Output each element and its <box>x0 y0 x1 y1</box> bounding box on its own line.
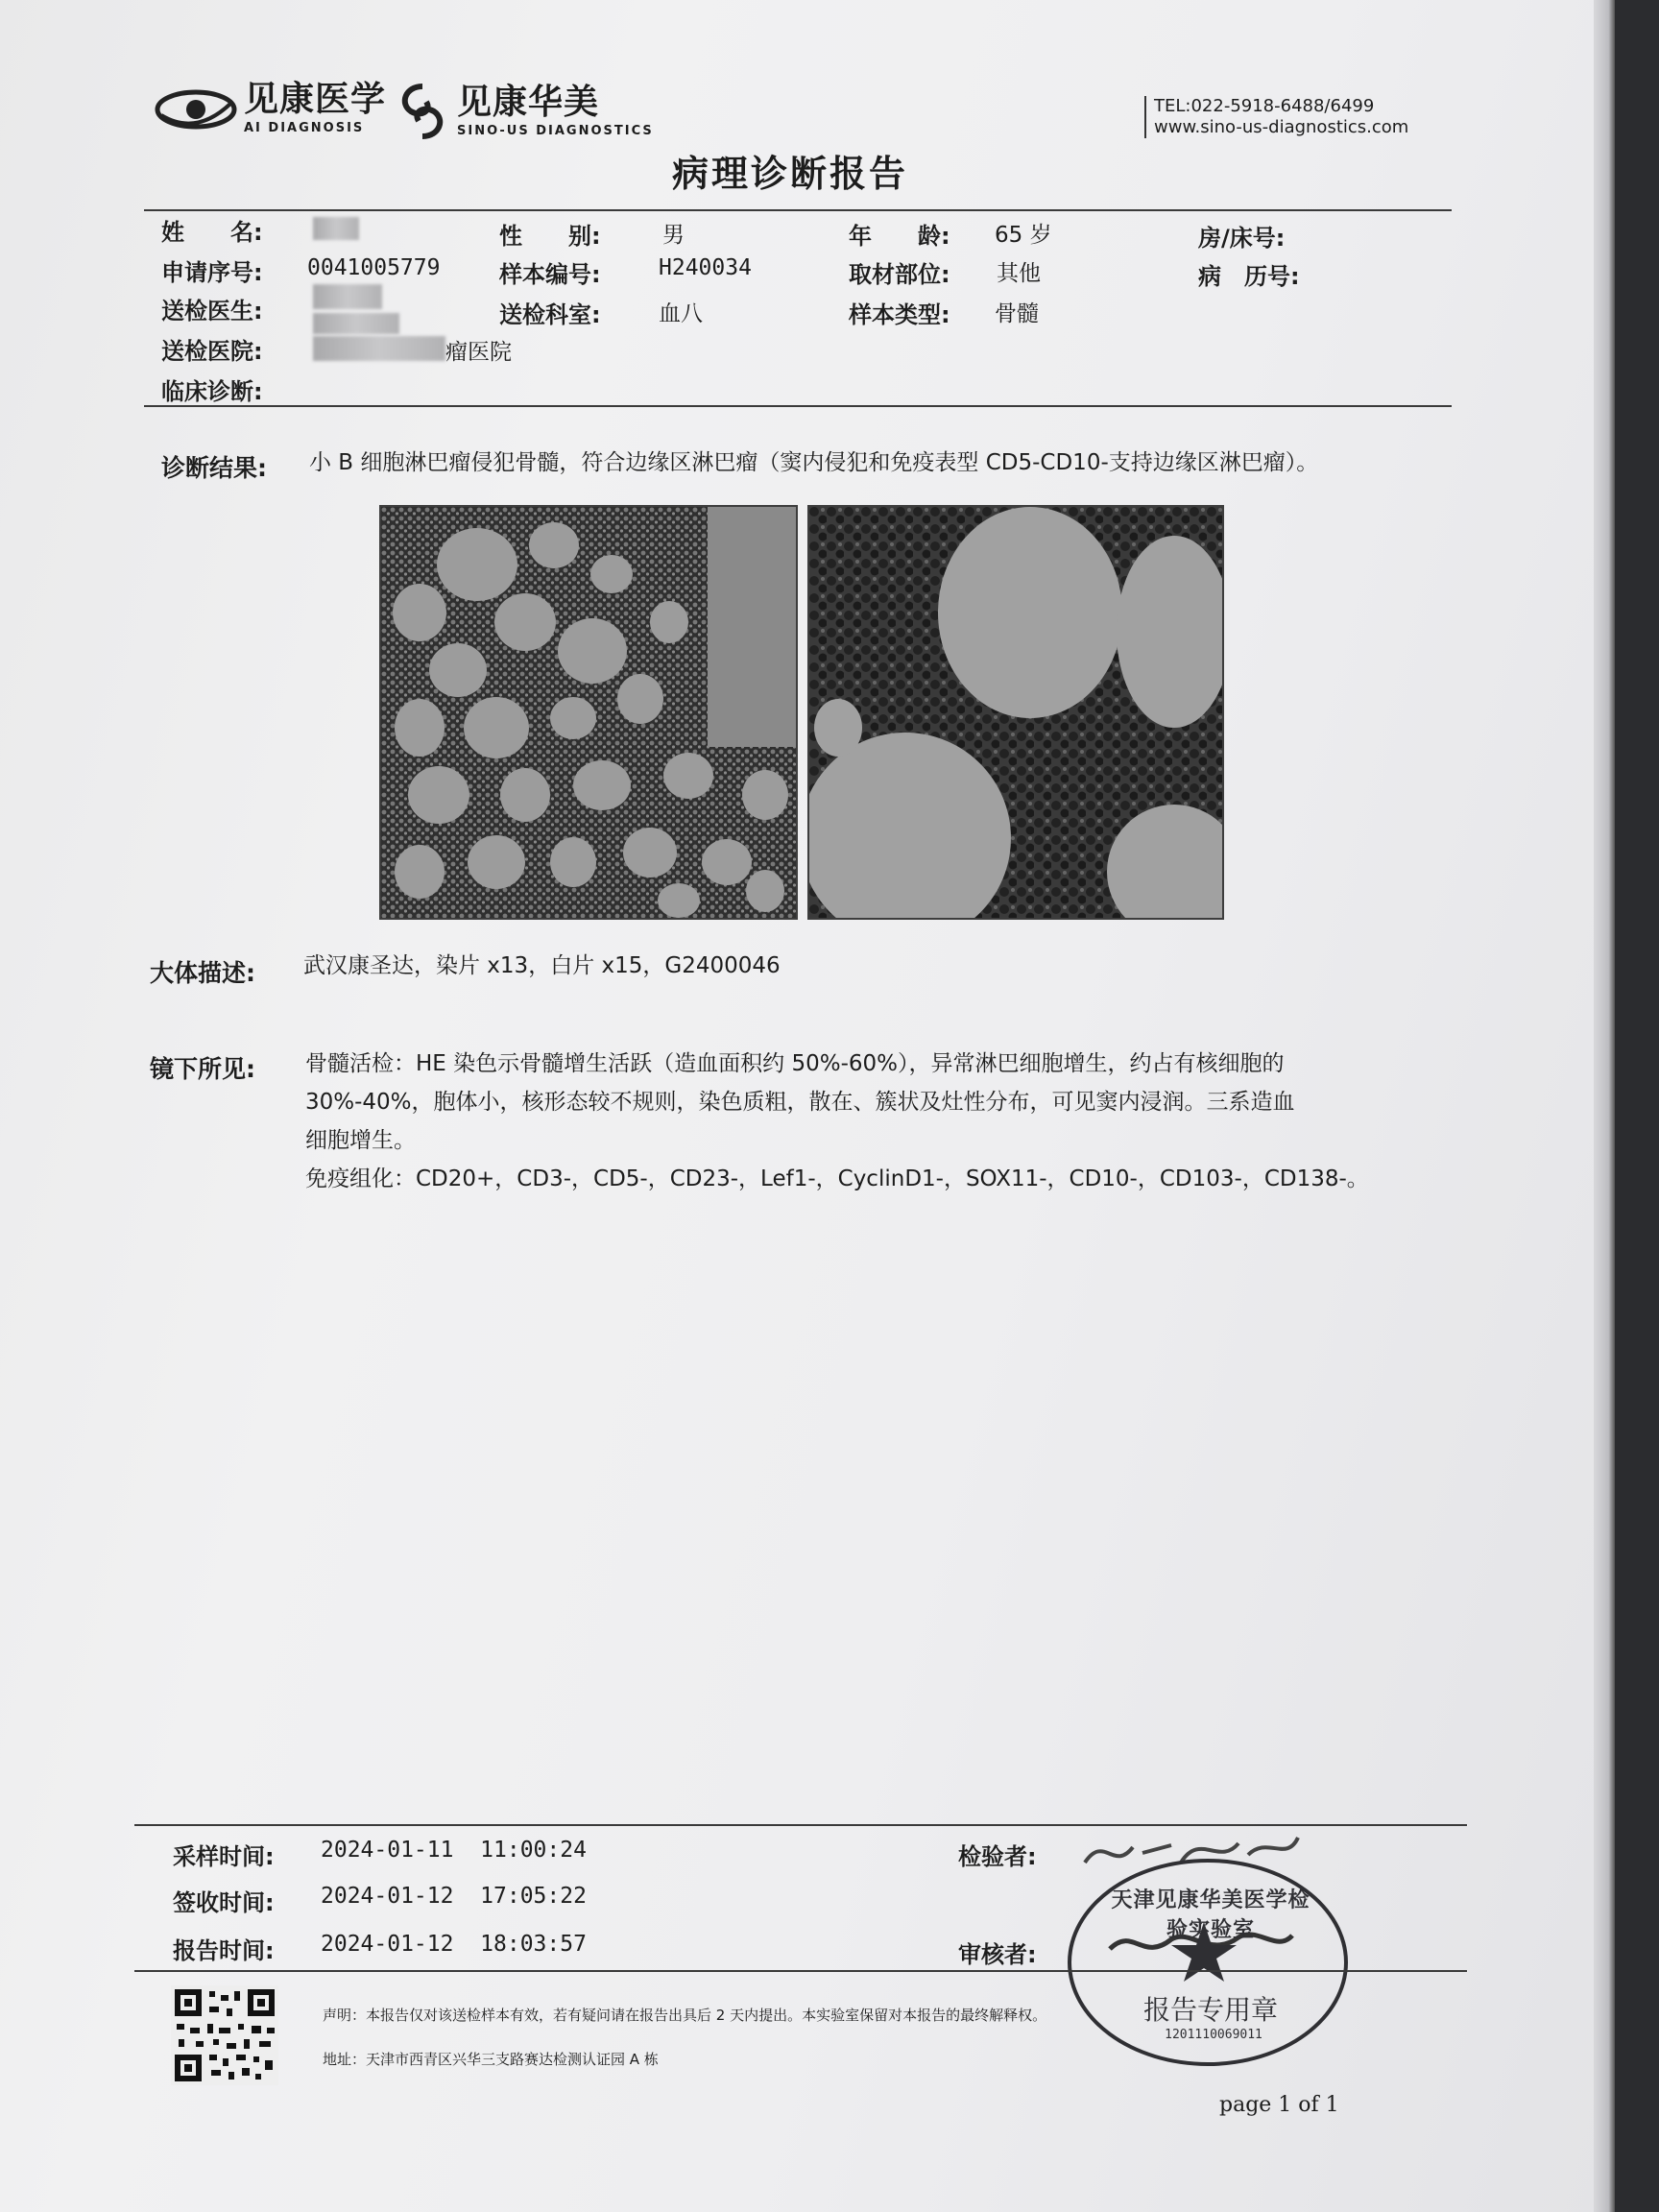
hospital-value: 瘤医院 <box>445 340 512 365</box>
dept-label: 送检科室: <box>499 301 601 328</box>
footer-notice: 声明：本报告仅对该送检样本有效，若有疑问请在报告出具后 2 天内提出。本实验室保留对本报告的最终解释权。 <box>323 2007 1047 2024</box>
site-label: 取材部位: <box>849 261 950 288</box>
sample-type-label: 样本类型: <box>849 301 950 328</box>
website: www.sino-us-diagnostics.com <box>1154 117 1409 137</box>
reviewer-label: 审核者: <box>958 1941 1037 1968</box>
seal-ring-text: 天津见康华美医学检验实验室 <box>1111 1888 1310 1942</box>
logo2-subtitle: SINO-US DIAGNOSTICS <box>457 123 654 138</box>
seal-number: 1201110069011 <box>1165 2028 1262 2042</box>
microscopy-line-1: 骨髓活检：HE 染色示骨髓增生活跃（造血面积约 50%-60%），异常淋巴细胞增生，约占有核细胞的 <box>305 1051 1285 1076</box>
age-label: 年 龄: <box>849 223 950 250</box>
name-redacted <box>313 217 359 240</box>
report-title: 病理诊断报告 <box>672 153 909 195</box>
qr-code <box>171 1985 278 2085</box>
request-no-value: 0041005779 <box>307 255 441 280</box>
sample-no-label: 样本编号: <box>499 261 601 288</box>
eye-logo-icon <box>154 84 238 134</box>
report-time-value: 2024-01-12 18:03:57 <box>321 1932 587 1957</box>
page-number: page 1 of 1 <box>1219 2093 1339 2117</box>
room-label: 房/床号: <box>1198 225 1286 252</box>
micrograph-low-power <box>379 505 798 920</box>
name-label: 姓 名: <box>161 219 263 246</box>
clinical-diagnosis-label: 临床诊断: <box>161 378 263 405</box>
report-time-label: 报告时间: <box>173 1937 275 1964</box>
sample-type-value: 骨髓 <box>995 301 1039 326</box>
logo1-subtitle: AI DIAGNOSIS <box>244 121 365 135</box>
report-seal-stamp <box>1068 1859 1348 2066</box>
info-bottom-rule <box>144 405 1452 407</box>
record-label: 病 历号: <box>1198 263 1300 290</box>
seal-center-text: 报告专用章 <box>1142 1994 1278 2026</box>
diagnosis-text: 小 B 细胞淋巴瘤侵犯骨髓，符合边缘区淋巴瘤（窦内侵犯和免疫表型 CD5-CD10-支持边缘区淋巴瘤）。 <box>309 450 1319 475</box>
microscopy-label: 镜下所见: <box>150 1055 255 1083</box>
footer-address: 地址：天津市西青区兴华三支路赛达检测认证园 A 栋 <box>323 2051 659 2068</box>
logo-sino-us <box>394 83 654 140</box>
dept-value: 血八 <box>659 301 703 326</box>
inspector-label: 检验者: <box>958 1843 1037 1870</box>
hospital-label: 送检医院: <box>161 338 263 365</box>
micrograph-high-power <box>807 505 1224 920</box>
sample-time-value: 2024-01-11 11:00:24 <box>321 1838 587 1863</box>
hospital-redacted <box>313 336 445 361</box>
logo2-name: 见康华美 <box>457 82 600 122</box>
logo1-name: 见康医学 <box>244 80 387 119</box>
gender-label: 性 别: <box>499 223 601 250</box>
ihc-line: 免疫组化：CD20+，CD3-，CD5-，CD23-，Lef1-，CyclinD1-，SOX11-，CD10-，CD103-，CD138-。 <box>305 1166 1369 1191</box>
telephone: TEL:022-5918-6488/6499 <box>1154 96 1375 116</box>
sample-time-label: 采样时间: <box>173 1843 275 1870</box>
request-no-label: 申请序号: <box>161 259 263 286</box>
age-value: 65 岁 <box>995 223 1052 248</box>
diagnosis-label: 诊断结果: <box>161 454 267 482</box>
doctor-redacted-1 <box>313 284 382 309</box>
paper-edge-shadow <box>1594 0 1615 2212</box>
receive-time-label: 签收时间: <box>173 1889 275 1916</box>
doctor-redacted-2 <box>313 313 399 334</box>
site-value: 其他 <box>997 261 1041 286</box>
microscopy-block <box>305 1045 1457 1198</box>
swirl-logo-icon <box>394 83 451 140</box>
doctor-label: 送检医生: <box>161 298 263 325</box>
microscopy-line-3: 细胞增生。 <box>305 1128 416 1153</box>
logo-ai-diagnosis <box>154 80 387 135</box>
footer-mid-rule <box>134 1970 1467 1972</box>
contact-block <box>1144 96 1408 138</box>
gross-label: 大体描述: <box>150 959 255 987</box>
microscopy-line-2: 30%-40%，胞体小，核形态较不规则，染色质粗，散在、簇状及灶性分布，可见窦内浸润。三系造血 <box>305 1090 1295 1115</box>
gross-text: 武汉康圣达，染片 x13，白片 x15，G2400046 <box>303 953 781 978</box>
gender-value: 男 <box>662 223 685 248</box>
sample-no-value: H240034 <box>659 255 752 280</box>
receive-time-value: 2024-01-12 17:05:22 <box>321 1884 587 1909</box>
top-rule <box>144 209 1452 211</box>
